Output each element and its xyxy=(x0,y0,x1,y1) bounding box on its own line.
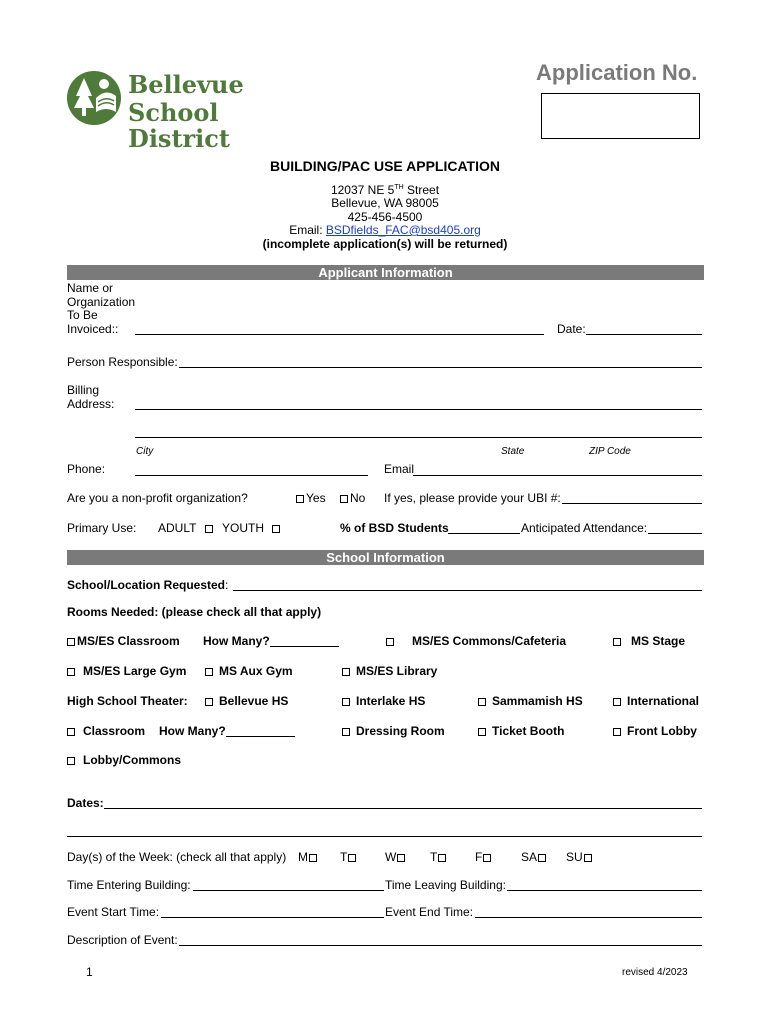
day-f-option[interactable] xyxy=(475,850,493,864)
event-end-label: Event End Time: xyxy=(385,905,474,919)
email-field-label: Email xyxy=(384,462,415,476)
application-no-box[interactable] xyxy=(541,93,700,139)
sammamish-hs-option[interactable] xyxy=(478,694,583,708)
nonprofit-yes[interactable] xyxy=(294,491,326,505)
international-option[interactable] xyxy=(613,694,699,708)
revised-date: revised 4/2023 xyxy=(622,967,688,978)
youth-option[interactable] xyxy=(222,521,282,535)
time-entering-field[interactable] xyxy=(193,890,384,891)
day-sa-option[interactable] xyxy=(521,850,548,864)
ms-aux-gym-label: MS Aux Gym xyxy=(219,664,293,678)
rooms-needed-label: Rooms Needed: (please check all that apply) xyxy=(67,605,322,619)
ms-large-gym-checkbox[interactable] xyxy=(67,668,75,676)
youth-checkbox[interactable] xyxy=(272,525,280,533)
email-field[interactable] xyxy=(413,475,702,476)
ms-large-gym-label: MS/ES Large Gym xyxy=(83,664,187,678)
time-leaving-label: Time Leaving Building: xyxy=(385,878,506,892)
address-1-sup: TH xyxy=(394,184,404,191)
day-w-checkbox[interactable] xyxy=(397,854,405,862)
incomplete-note: (incomplete application(s) will be returned) xyxy=(262,237,508,251)
day-f-checkbox[interactable] xyxy=(483,854,491,862)
address-line-1 xyxy=(0,183,770,197)
day-m-label: M xyxy=(298,850,308,864)
classroom-option[interactable] xyxy=(67,724,145,738)
ms-aux-gym-checkbox[interactable] xyxy=(205,668,213,676)
dressing-room-option[interactable] xyxy=(342,724,445,738)
bellevue-hs-label: Bellevue HS xyxy=(219,694,289,708)
lobby-commons-checkbox[interactable] xyxy=(67,757,75,765)
ticket-booth-label: Ticket Booth xyxy=(492,724,565,738)
interlake-hs-option[interactable] xyxy=(342,694,425,708)
state-caption: State xyxy=(501,446,525,457)
billing-address-field-2[interactable] xyxy=(135,437,702,438)
how-many-field-1[interactable] xyxy=(270,646,339,647)
front-lobby-label: Front Lobby xyxy=(627,724,697,738)
billing-label-2: Address: xyxy=(67,397,115,411)
ms-stage-checkbox[interactable] xyxy=(613,638,621,646)
attendance-label: Anticipated Attendance: xyxy=(521,521,648,535)
ms-classroom-option[interactable] xyxy=(67,634,180,648)
date-label: Date: xyxy=(557,322,586,336)
time-leaving-field[interactable] xyxy=(507,890,702,891)
name-label-3: To Be xyxy=(67,308,98,322)
ms-large-gym-option[interactable] xyxy=(67,664,186,678)
phone-label: Phone: xyxy=(67,462,106,476)
ubi-label: If yes, please provide your UBI #: xyxy=(384,491,561,505)
nonprofit-no[interactable] xyxy=(338,491,365,505)
event-start-field[interactable] xyxy=(161,917,384,918)
day-su-checkbox[interactable] xyxy=(584,854,592,862)
ms-commons-option[interactable] xyxy=(386,634,566,648)
no-label: No xyxy=(350,491,366,505)
day-m-checkbox[interactable] xyxy=(309,854,317,862)
logo-line-2: School District xyxy=(128,98,230,153)
ms-stage-option[interactable] xyxy=(613,634,685,648)
ms-classroom-label: MS/ES Classroom xyxy=(77,634,180,648)
no-checkbox[interactable] xyxy=(340,495,348,503)
address-1-pre: 12037 NE 5 xyxy=(330,183,395,197)
email-link[interactable]: BSDfields_FAC@bsd405.org xyxy=(325,223,481,237)
dressing-room-label: Dressing Room xyxy=(356,724,445,738)
location-label-text: School/Location Requested xyxy=(67,578,226,592)
event-end-field[interactable] xyxy=(475,917,702,918)
ms-commons-label: MS/ES Commons/Cafeteria xyxy=(412,634,567,648)
page-number: 1 xyxy=(86,965,93,979)
how-many-label-2: How Many? xyxy=(159,724,226,738)
email-label: Email: xyxy=(289,223,326,237)
days-label: Day(s) of the Week: (check all that apply) xyxy=(67,850,287,864)
front-lobby-checkbox[interactable] xyxy=(613,728,621,736)
name-label-2: Organization xyxy=(67,295,136,309)
youth-label: YOUTH xyxy=(222,521,264,535)
ubi-field[interactable] xyxy=(562,503,702,504)
location-field[interactable] xyxy=(233,590,702,591)
day-sa-label: SA xyxy=(521,850,538,864)
location-label xyxy=(67,578,228,592)
interlake-hs-label: Interlake HS xyxy=(356,694,426,708)
day-sa-checkbox[interactable] xyxy=(538,854,546,862)
applicant-section-header: Applicant Information xyxy=(67,265,704,280)
lobby-commons-option[interactable] xyxy=(67,753,181,767)
ticket-booth-checkbox[interactable] xyxy=(478,728,486,736)
name-label-4: Invoiced:: xyxy=(67,322,119,336)
yes-label: Yes xyxy=(306,491,326,505)
how-many-label-1: How Many? xyxy=(203,634,270,648)
front-lobby-option[interactable] xyxy=(613,724,697,738)
day-t2-label: T xyxy=(430,850,438,864)
zip-caption: ZIP Code xyxy=(589,446,631,457)
date-field[interactable] xyxy=(586,334,702,335)
bellevue-hs-checkbox[interactable] xyxy=(205,698,213,706)
bellevue-hs-option[interactable] xyxy=(205,694,288,708)
day-w-option[interactable] xyxy=(385,850,407,864)
city-caption: City xyxy=(136,446,154,457)
ms-stage-label: MS Stage xyxy=(631,634,686,648)
phone-field[interactable] xyxy=(135,475,368,476)
name-label-1: Name or xyxy=(67,281,114,295)
organization-name-field[interactable] xyxy=(135,334,544,335)
person-responsible-field[interactable] xyxy=(179,367,702,368)
billing-address-field-1[interactable] xyxy=(135,409,702,410)
email-line xyxy=(0,223,770,237)
bsd-students-label: % of BSD Students xyxy=(340,521,449,535)
ms-library-option[interactable] xyxy=(342,664,437,678)
event-start-label: Event Start Time: xyxy=(67,905,160,919)
adult-label: ADULT xyxy=(158,521,197,535)
day-f-label: F xyxy=(475,850,483,864)
billing-label-1: Billing xyxy=(67,383,100,397)
hs-theater-label: High School Theater: xyxy=(67,694,188,708)
dates-field-2[interactable] xyxy=(67,836,702,837)
day-t1-checkbox[interactable] xyxy=(348,854,356,862)
address-1-post: Street xyxy=(403,183,440,197)
day-t1-label: T xyxy=(340,850,348,864)
phone-line: 425-456-4500 xyxy=(347,210,423,224)
ms-aux-gym-option[interactable] xyxy=(205,664,293,678)
how-many-field-2[interactable] xyxy=(226,736,295,737)
page-title: BUILDING/PAC USE APPLICATION xyxy=(270,158,500,174)
person-responsible-label: Person Responsible: xyxy=(67,355,178,369)
ms-classroom-checkbox[interactable] xyxy=(67,638,75,646)
day-t2-option[interactable] xyxy=(430,850,448,864)
bsd-students-field[interactable] xyxy=(448,533,520,534)
description-field[interactable] xyxy=(179,945,702,946)
day-m-option[interactable] xyxy=(298,850,319,864)
international-label: International xyxy=(627,694,700,708)
lobby-commons-label: Lobby/Commons xyxy=(83,753,181,767)
dressing-room-checkbox[interactable] xyxy=(342,728,350,736)
dates-label: Dates: xyxy=(67,796,104,810)
logo-line-1: Bellevue xyxy=(128,70,244,99)
description-label: Description of Event: xyxy=(67,933,178,947)
ms-library-label: MS/ES Library xyxy=(356,664,438,678)
sammamish-hs-checkbox[interactable] xyxy=(478,698,486,706)
classroom-checkbox[interactable] xyxy=(67,728,75,736)
attendance-field[interactable] xyxy=(648,533,702,534)
nonprofit-question: Are you a non-profit organization? xyxy=(67,491,248,505)
ms-library-checkbox[interactable] xyxy=(342,668,350,676)
tree-seal-icon xyxy=(66,68,122,128)
application-no-label: Application No. xyxy=(536,60,698,85)
international-checkbox[interactable] xyxy=(613,698,621,706)
adult-checkbox[interactable] xyxy=(205,525,213,533)
district-logo xyxy=(66,68,306,153)
classroom-label: Classroom xyxy=(83,724,146,738)
adult-option[interactable] xyxy=(158,521,215,535)
time-entering-label: Time Entering Building: xyxy=(67,878,191,892)
sammamish-hs-label: Sammamish HS xyxy=(492,694,583,708)
day-t2-checkbox[interactable] xyxy=(438,854,446,862)
location-colon: : xyxy=(225,578,229,592)
ms-commons-checkbox[interactable] xyxy=(386,638,394,646)
day-t1-option[interactable] xyxy=(340,850,358,864)
ticket-booth-option[interactable] xyxy=(478,724,564,738)
day-su-option[interactable] xyxy=(566,850,594,864)
primary-use-label: Primary Use: xyxy=(67,521,137,535)
address-line-2: Bellevue, WA 98005 xyxy=(331,196,439,210)
interlake-hs-checkbox[interactable] xyxy=(342,698,350,706)
school-section-header: School Information xyxy=(67,550,704,565)
day-w-label: W xyxy=(385,850,397,864)
day-su-label: SU xyxy=(566,850,583,864)
dates-field-1[interactable] xyxy=(104,808,702,809)
yes-checkbox[interactable] xyxy=(296,495,304,503)
